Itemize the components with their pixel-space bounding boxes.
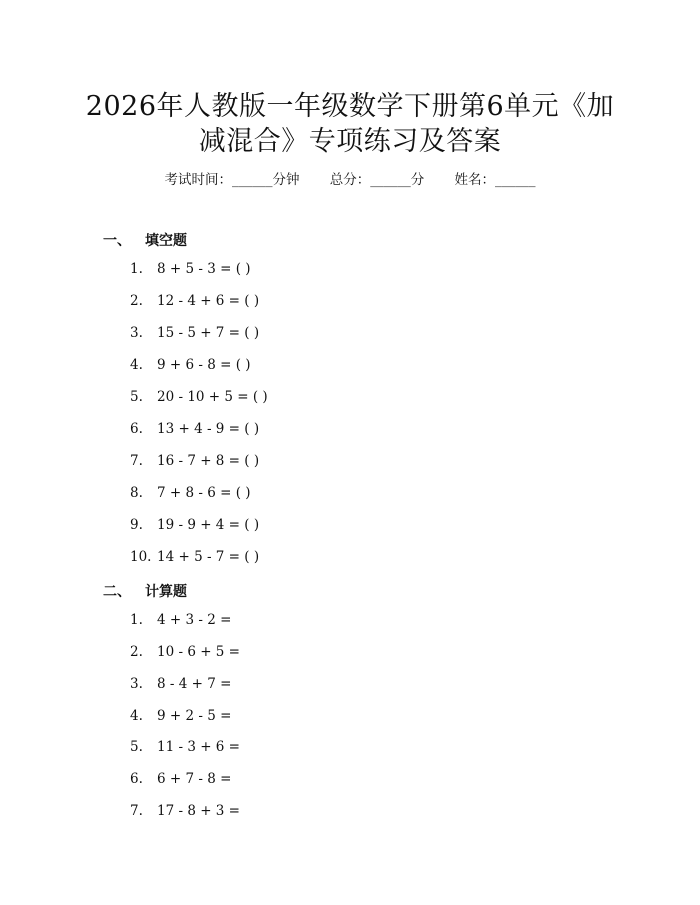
section-title: 填空题: [145, 233, 187, 249]
question-item: [130, 389, 268, 405]
question-number: 5.: [130, 389, 143, 405]
question-item: [130, 325, 259, 341]
question-number: 1.: [130, 612, 143, 628]
question-text: 19 - 9 + 4 = ( ): [157, 517, 260, 533]
question-number: 3.: [130, 325, 143, 341]
question-text: 9 + 2 - 5 =: [157, 708, 232, 724]
question-item: [130, 421, 259, 437]
question-number: 4.: [130, 708, 143, 724]
page-title-line-2: 减混合》专项练习及答案: [198, 126, 502, 157]
question-item: [130, 739, 240, 755]
question-text: 11 - 3 + 6 =: [157, 739, 240, 755]
question-text: 4 + 3 - 2 =: [157, 612, 232, 628]
question-text: 16 - 7 + 8 = ( ): [157, 453, 260, 469]
question-item: [130, 517, 259, 533]
question-number: 2.: [130, 293, 143, 309]
question-item: [130, 803, 240, 819]
question-item: [130, 708, 231, 724]
question-item: [130, 261, 251, 277]
question-number: 3.: [130, 676, 143, 692]
total-score-field: 总分：______分: [329, 172, 425, 188]
question-text: 17 - 8 + 3 =: [157, 803, 240, 819]
question-text: 8 + 5 - 3 = ( ): [157, 261, 251, 277]
question-number: 5.: [130, 739, 143, 755]
question-text: 10 - 6 + 5 =: [157, 644, 240, 660]
exam-info: [0, 168, 700, 188]
question-number: 6.: [130, 771, 143, 787]
question-text: 20 - 10 + 5 = ( ): [157, 389, 268, 405]
question-item: [130, 357, 251, 373]
question-item: [130, 644, 240, 660]
question-number: 7.: [130, 453, 143, 469]
question-item: [130, 549, 259, 565]
question-number: 1.: [130, 261, 143, 277]
student-name-field: 姓名：______: [454, 172, 536, 188]
question-text: 6 + 7 - 8 =: [157, 771, 232, 787]
question-number: 2.: [130, 644, 143, 660]
question-number: 8.: [130, 485, 143, 501]
question-item: [130, 485, 251, 501]
question-text: 15 - 5 + 7 = ( ): [157, 325, 260, 341]
question-item: [130, 453, 259, 469]
question-item: [130, 293, 259, 309]
question-text: 7 + 8 - 6 = ( ): [157, 485, 251, 501]
question-text: 14 + 5 - 7 = ( ): [157, 549, 260, 565]
question-text: 13 + 4 - 9 = ( ): [157, 421, 260, 437]
question-number: 4.: [130, 357, 143, 373]
question-text: 9 + 6 - 8 = ( ): [157, 357, 251, 373]
question-text: 12 - 4 + 6 = ( ): [157, 293, 260, 309]
question-text: 8 - 4 + 7 =: [157, 676, 232, 692]
section-number: 一、: [103, 233, 131, 249]
section-heading-calculation: [103, 581, 187, 601]
exam-time-field: 考试时间：______分钟: [164, 172, 300, 188]
question-item: [130, 612, 231, 628]
page-title-line-1: 2026年人教版一年级数学下册第6单元《加: [85, 91, 615, 122]
question-number: 10.: [130, 549, 152, 565]
section-number: 二、: [103, 584, 131, 600]
section-title: 计算题: [145, 584, 187, 600]
question-item: [130, 676, 231, 692]
question-number: 7.: [130, 803, 143, 819]
question-number: 9.: [130, 517, 143, 533]
question-item: [130, 771, 231, 787]
question-number: 6.: [130, 421, 143, 437]
section-heading-fill-blank: [103, 230, 187, 250]
